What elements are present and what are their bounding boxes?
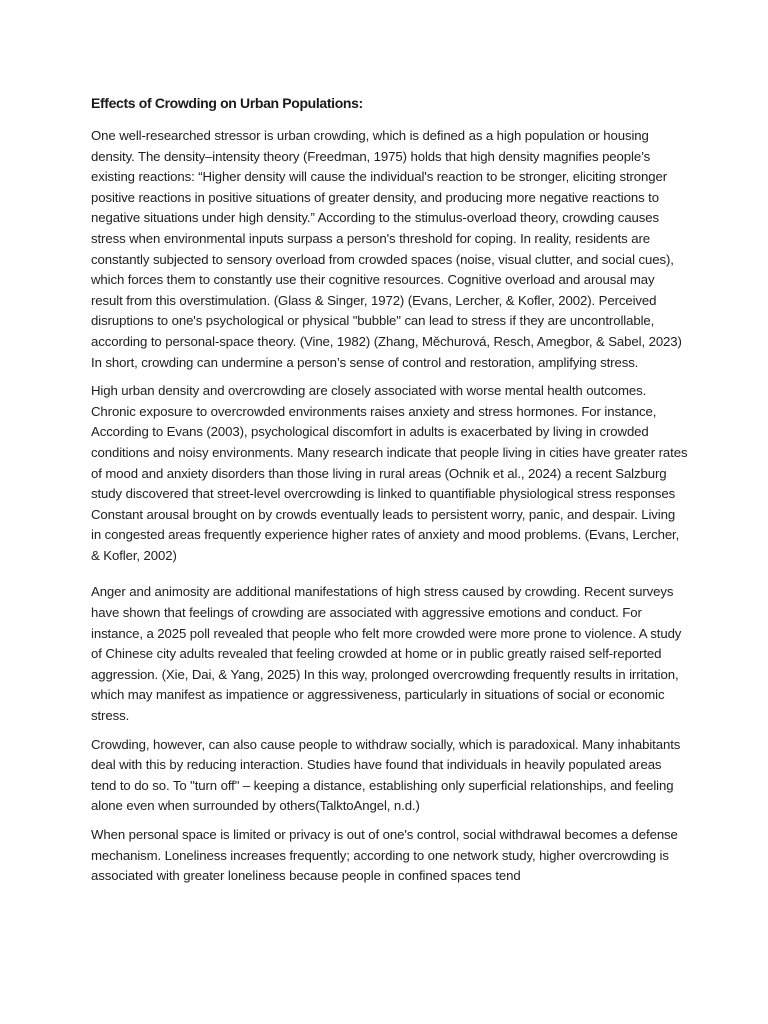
paragraph-loneliness: When personal space is limited or privacy is out of one's control, social withdrawal becomes a defense mechanism. Loneliness increases frequently; according to one network study, higher overcrowding is associated with greater loneliness because people in confined spaces tend (91, 827, 678, 884)
section-heading: Effects of Crowding on Urban Populations: (91, 95, 363, 111)
paragraph-social-withdrawal: Crowding, however, can also cause people to withdraw socially, which is paradoxical. Many inhabitants deal with this by reducing interaction. Studies have found that individuals in heavily populated areas tend to do so. To "turn off" – keeping a distance, establishing only superficial relationships, and feeling alone even when surrounded by others(TalktoAngel, n.d.) (91, 736, 681, 814)
paragraph-aggression: Anger and animosity are additional manifestations of high stress caused by crowding. Recent surveys have shown that feelings of crowding are associated with aggressive emotions and conduct. For instance, a 2025 poll revealed that people who felt more crowded were more prone to violence. A study of Chinese city adults revealed that feeling crowded at home or in public greatly raised self-reported aggression. (Xie, Dai, & Yang, 2025) In this way, prolonged overcrowding frequently results in irritation, which may manifest as impatience or aggressiveness, particularly in situations of social or economic stress. (91, 584, 682, 724)
paragraph-stressor-theories: One well-researched stressor is urban crowding, which is defined as a high population or housing density. The density–intensity theory (Freedman, 1975) holds that high density magnifies people’s existing reactions: “Higher density will cause the individual's reaction to be stronger, eliciting stronger positive reactions in positive situations of greater density, and producing more negative reactions to negative situations under high density.” According to the stimulus-overload theory, crowding causes stress when environmental inputs surpass a person's threshold for coping. In reality, residents are constantly subjected to sensory overload from crowded spaces (noise, visual clutter, and social cues), which forces them to constantly use their cognitive resources. Cognitive overload and arousal may result from this overstimulation. (Glass & Singer, 1972) (Evans, Lercher, & Kofler, 2002). Perceived disruptions to one's psychological or physical "bubble" can lead to stress if they are uncontrollable, according to personal-space theory. (Vine, 1982) (Zhang, Měchurová, Resch, Amegbor, & Sabel, 2023) In short, crowding can undermine a person’s sense of control and restoration, amplifying stress. (91, 128, 682, 370)
paragraph-mental-health: High urban density and overcrowding are closely associated with worse mental health outcomes. Chronic exposure to overcrowded environments raises anxiety and stress hormones. For instance, According to Evans (2003), psychological discomfort in adults is exacerbated by living in crowded conditions and noisy environments. Many research indicate that people living in cities have greater rates of mood and anxiety disorders than those living in rural areas (Ochnik et al., 2024) a recent Salzburg study discovered that street-level overcrowding is linked to quantifiable physiological stress responses Constant arousal brought on by crowds eventually leads to persistent worry, panic, and despair. Living in congested areas frequently experience higher rates of anxiety and mood problems. (Evans, Lercher, & Kofler, 2002) (91, 383, 688, 563)
